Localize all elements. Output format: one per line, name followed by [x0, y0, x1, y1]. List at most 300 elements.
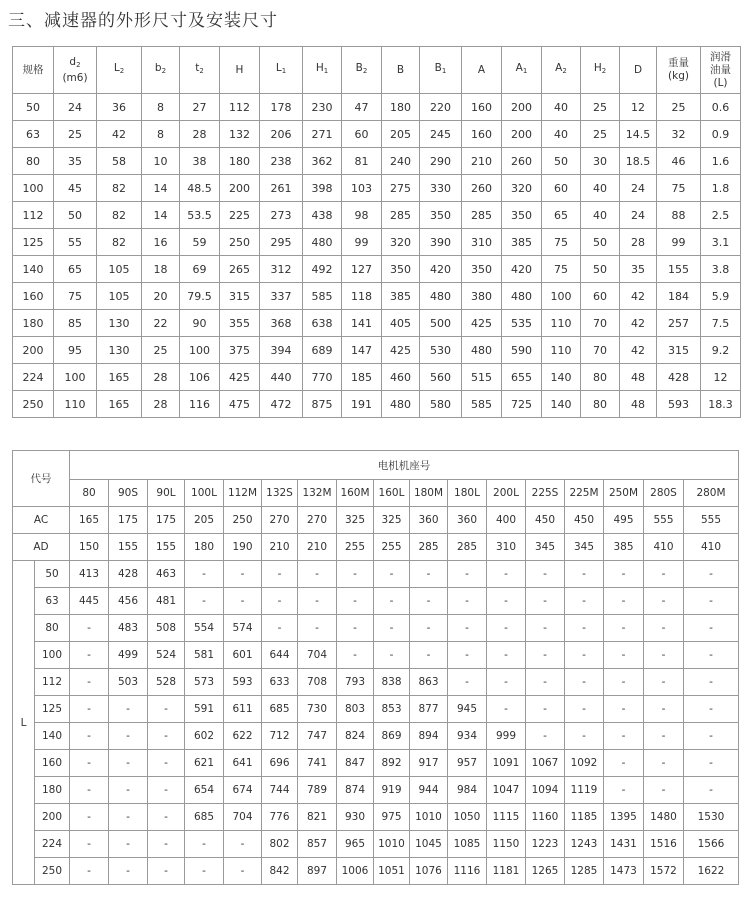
table-cell: 10: [142, 148, 180, 175]
motor-size: 160M: [337, 480, 374, 507]
table-cell: 654: [185, 777, 224, 804]
table-cell: 580: [420, 391, 462, 418]
table-cell: 1223: [526, 831, 565, 858]
table-cell: 103: [342, 175, 382, 202]
table-cell: 385: [382, 283, 420, 310]
motor-frame-table: [12, 450, 739, 885]
table-cell: 210: [262, 534, 298, 561]
table-cell: -: [644, 696, 684, 723]
table-cell: 12: [701, 364, 741, 391]
header-symbol: B: [434, 62, 442, 74]
table-cell: 46: [657, 148, 701, 175]
table-cell: -: [644, 561, 684, 588]
header-symbol: H: [593, 62, 602, 74]
table-cell: 1116: [448, 858, 487, 885]
header-main: [260, 62, 302, 78]
motor-frame-header: 电机机座号: [70, 451, 739, 480]
table-cell: 105: [97, 283, 142, 310]
header-row: [13, 47, 741, 94]
table-cell: 481: [148, 588, 185, 615]
table-cell: 425: [462, 310, 502, 337]
table-cell: 793: [337, 669, 374, 696]
table-cell: 30: [581, 148, 620, 175]
motor-size: 112M: [224, 480, 262, 507]
table-cell: 116: [180, 391, 220, 418]
table-cell: 80: [581, 364, 620, 391]
table-cell: -: [374, 642, 410, 669]
table-cell: 1181: [487, 858, 526, 885]
table-cell: 155: [109, 534, 148, 561]
table-row: [13, 310, 741, 337]
motor-size: 250M: [604, 480, 644, 507]
table-cell: 40: [542, 121, 581, 148]
header-note: 油量: [710, 63, 731, 76]
table-cell: 633: [262, 669, 298, 696]
table-cell: 42: [620, 283, 657, 310]
table-cell: 897: [298, 858, 337, 885]
table-cell: 18.3: [701, 391, 741, 418]
header-symbol: d: [69, 55, 77, 68]
table-cell: 59: [180, 229, 220, 256]
table-cell: 14: [142, 175, 180, 202]
table-cell: 919: [374, 777, 410, 804]
header-main: [542, 62, 580, 78]
table-cell: 1395: [604, 804, 644, 831]
l-row: [13, 723, 739, 750]
header-note: (L): [713, 76, 728, 89]
table-cell: 127: [342, 256, 382, 283]
header-main: [502, 62, 541, 78]
table-cell: 934: [448, 723, 487, 750]
motor-size: 180L: [448, 480, 487, 507]
table-cell: -: [374, 561, 410, 588]
table-cell: 7.5: [701, 310, 741, 337]
table-cell: 560: [420, 364, 462, 391]
table-cell: 160: [13, 283, 54, 310]
table-cell: 602: [185, 723, 224, 750]
table-cell: 315: [657, 337, 701, 364]
table-cell: 515: [462, 364, 502, 391]
table-cell: 945: [448, 696, 487, 723]
table-cell: -: [487, 561, 526, 588]
header-subscript: 2: [199, 67, 204, 75]
table-cell: 112: [13, 202, 54, 229]
table-cell: 483: [109, 615, 148, 642]
table-cell: -: [684, 669, 739, 696]
l-row: [13, 642, 739, 669]
table-cell: 320: [382, 229, 420, 256]
table-cell: 413: [70, 561, 109, 588]
table-cell: 165: [97, 364, 142, 391]
table-cell: 82: [97, 229, 142, 256]
table-cell: 315: [220, 283, 260, 310]
table-cell: 480: [502, 283, 542, 310]
table-cell: -: [565, 696, 604, 723]
table-cell: 350: [502, 202, 542, 229]
table-cell: -: [374, 588, 410, 615]
table-cell: 75: [657, 175, 701, 202]
table-cell: -: [70, 858, 109, 885]
table-cell: 180: [382, 94, 420, 121]
table-cell: 99: [657, 229, 701, 256]
table-cell: 35: [620, 256, 657, 283]
table-cell: 375: [220, 337, 260, 364]
reducer-size: 250: [35, 858, 70, 885]
table-cell: -: [565, 669, 604, 696]
column-header: [502, 47, 542, 94]
column-header: [220, 47, 260, 94]
reducer-size: 224: [35, 831, 70, 858]
table-cell: 206: [260, 121, 303, 148]
table-cell: 110: [542, 310, 581, 337]
table-cell: 400: [487, 507, 526, 534]
header-row: [13, 451, 739, 480]
table-cell: 585: [303, 283, 342, 310]
header-main: [220, 64, 259, 77]
table-row: [13, 94, 741, 121]
column-header: [382, 47, 420, 94]
table-cell: 1622: [684, 858, 739, 885]
column-header: [581, 47, 620, 94]
table-cell: 273: [260, 202, 303, 229]
table-cell: 48: [620, 364, 657, 391]
table-cell: 28: [142, 364, 180, 391]
table-cell: 160: [462, 121, 502, 148]
table-cell: 200: [13, 337, 54, 364]
table-cell: -: [148, 723, 185, 750]
table-cell: -: [410, 615, 448, 642]
header-main: [657, 57, 700, 70]
table-cell: -: [684, 696, 739, 723]
table-cell: 591: [185, 696, 224, 723]
l-row: [13, 750, 739, 777]
table-cell: 420: [502, 256, 542, 283]
table-cell: 1572: [644, 858, 684, 885]
table-cell: 3.8: [701, 256, 741, 283]
table-cell: 1076: [410, 858, 448, 885]
table-cell: 593: [224, 669, 262, 696]
table-cell: 747: [298, 723, 337, 750]
table-cell: 1530: [684, 804, 739, 831]
table-cell: 593: [657, 391, 701, 418]
table-cell: 803: [337, 696, 374, 723]
table-cell: 35: [54, 148, 97, 175]
table-cell: -: [644, 615, 684, 642]
table-cell: 47: [342, 94, 382, 121]
table-cell: 528: [148, 669, 185, 696]
table-cell: 410: [684, 534, 739, 561]
table-cell: 0.9: [701, 121, 741, 148]
table-cell: 257: [657, 310, 701, 337]
table-cell: 65: [542, 202, 581, 229]
table-cell: 638: [303, 310, 342, 337]
table-cell: -: [565, 723, 604, 750]
column-header: [303, 47, 342, 94]
table-cell: 499: [109, 642, 148, 669]
table-cell: 180: [13, 310, 54, 337]
table-cell: -: [448, 669, 487, 696]
table-cell: 240: [382, 148, 420, 175]
table-cell: 574: [224, 615, 262, 642]
table-cell: 1010: [374, 831, 410, 858]
table-cell: -: [337, 642, 374, 669]
table-cell: -: [565, 561, 604, 588]
table-cell: 25: [581, 121, 620, 148]
table-cell: 50: [54, 202, 97, 229]
table-cell: 394: [260, 337, 303, 364]
l-row: [13, 858, 739, 885]
header-main: [97, 62, 141, 78]
motor-size: 280S: [644, 480, 684, 507]
table-cell: 1006: [337, 858, 374, 885]
table-cell: 944: [410, 777, 448, 804]
reducer-size: 180: [35, 777, 70, 804]
header-main: [701, 51, 740, 64]
column-header: [260, 47, 303, 94]
table-cell: 141: [342, 310, 382, 337]
header-main: [382, 64, 419, 77]
table-cell: 42: [620, 337, 657, 364]
table-cell: 70: [581, 310, 620, 337]
table-cell: -: [448, 642, 487, 669]
table-cell: -: [70, 696, 109, 723]
table-cell: 14.5: [620, 121, 657, 148]
table-cell: -: [185, 831, 224, 858]
table-cell: -: [224, 561, 262, 588]
table-cell: 1.6: [701, 148, 741, 175]
table-cell: -: [148, 696, 185, 723]
table-cell: 178: [260, 94, 303, 121]
table-cell: 0.6: [701, 94, 741, 121]
table-cell: 200: [502, 94, 542, 121]
table-cell: 75: [542, 229, 581, 256]
table-cell: -: [70, 669, 109, 696]
table-cell: -: [224, 588, 262, 615]
table-cell: 847: [337, 750, 374, 777]
table-cell: -: [565, 615, 604, 642]
table-cell: -: [684, 588, 739, 615]
table-cell: 27: [180, 94, 220, 121]
header-symbol: H: [235, 63, 244, 76]
table-cell: 260: [462, 175, 502, 202]
table-cell: 875: [303, 391, 342, 418]
motor-size: 90S: [109, 480, 148, 507]
table-cell: 1160: [526, 804, 565, 831]
table-cell: 310: [462, 229, 502, 256]
header-symbol: 润滑: [710, 50, 731, 63]
table-cell: 917: [410, 750, 448, 777]
table-cell: 330: [420, 175, 462, 202]
table-cell: 325: [374, 507, 410, 534]
table-cell: 5.9: [701, 283, 741, 310]
table-cell: 140: [542, 364, 581, 391]
table-cell: 689: [303, 337, 342, 364]
table-cell: 42: [620, 310, 657, 337]
table-cell: -: [684, 615, 739, 642]
table-cell: -: [224, 831, 262, 858]
table-cell: 88: [657, 202, 701, 229]
table-cell: 275: [382, 175, 420, 202]
table-cell: 581: [185, 642, 224, 669]
table-cell: 350: [420, 202, 462, 229]
table-cell: -: [109, 831, 148, 858]
table-cell: -: [526, 615, 565, 642]
table-cell: -: [185, 858, 224, 885]
table-cell: 50: [13, 94, 54, 121]
table-cell: 360: [410, 507, 448, 534]
table-cell: 165: [70, 507, 109, 534]
table-cell: 63: [13, 121, 54, 148]
table-cell: -: [148, 777, 185, 804]
table-cell: 984: [448, 777, 487, 804]
table-cell: 210: [298, 534, 337, 561]
table-cell: 445: [70, 588, 109, 615]
header-subscript: 2: [601, 67, 607, 75]
l-row: [13, 561, 739, 588]
table-cell: -: [410, 561, 448, 588]
motor-size: 100L: [185, 480, 224, 507]
table-cell: 463: [148, 561, 185, 588]
table-cell: 704: [224, 804, 262, 831]
table-cell: 184: [657, 283, 701, 310]
table-cell: 345: [526, 534, 565, 561]
table-cell: 80: [581, 391, 620, 418]
table-cell: 712: [262, 723, 298, 750]
table-cell: -: [644, 750, 684, 777]
table-cell: 28: [142, 391, 180, 418]
table-cell: 260: [502, 148, 542, 175]
table-cell: 644: [262, 642, 298, 669]
table-cell: -: [109, 750, 148, 777]
table-cell: -: [70, 831, 109, 858]
table-cell: 60: [581, 283, 620, 310]
table-cell: 53.5: [180, 202, 220, 229]
l-row: [13, 696, 739, 723]
header-symbol: A: [477, 63, 486, 76]
header-main: [462, 64, 501, 77]
table-cell: 105: [97, 256, 142, 283]
code-label: 代号: [13, 451, 70, 507]
table-cell: 802: [262, 831, 298, 858]
header-symbol: H: [315, 62, 324, 74]
table-cell: 1010: [410, 804, 448, 831]
table-cell: 385: [502, 229, 542, 256]
table-cell: 842: [262, 858, 298, 885]
table-cell: 22: [142, 310, 180, 337]
table-cell: -: [337, 588, 374, 615]
table-cell: -: [644, 642, 684, 669]
table-cell: 1050: [448, 804, 487, 831]
table-cell: 1091: [487, 750, 526, 777]
table-cell: 1265: [526, 858, 565, 885]
table-cell: 590: [502, 337, 542, 364]
table-cell: 892: [374, 750, 410, 777]
table-cell: 1085: [448, 831, 487, 858]
table-cell: -: [109, 858, 148, 885]
table-cell: 225: [220, 202, 260, 229]
table-cell: 70: [581, 337, 620, 364]
table-cell: -: [374, 615, 410, 642]
table-cell: 285: [410, 534, 448, 561]
header-subscript: 1: [281, 67, 287, 75]
table-cell: 1094: [526, 777, 565, 804]
table-cell: 24: [54, 94, 97, 121]
table-cell: 1067: [526, 750, 565, 777]
table-cell: -: [644, 777, 684, 804]
motor-size: 280M: [684, 480, 739, 507]
motor-sizes-row: [13, 480, 739, 507]
table-cell: 503: [109, 669, 148, 696]
table-cell: -: [298, 561, 337, 588]
table-cell: 573: [185, 669, 224, 696]
table-cell: 48: [620, 391, 657, 418]
table-cell: 112: [220, 94, 260, 121]
table-cell: -: [185, 561, 224, 588]
table-cell: 191: [342, 391, 382, 418]
table-cell: -: [526, 669, 565, 696]
table-cell: -: [70, 804, 109, 831]
table-cell: -: [148, 858, 185, 885]
table-cell: 495: [604, 507, 644, 534]
reducer-size: 140: [35, 723, 70, 750]
table-cell: 438: [303, 202, 342, 229]
table-cell: -: [604, 588, 644, 615]
table-cell: 385: [604, 534, 644, 561]
header-symbol: b: [154, 62, 162, 74]
table-cell: 42: [97, 121, 142, 148]
reducer-size: 50: [35, 561, 70, 588]
table-cell: 155: [148, 534, 185, 561]
table-cell: 90: [180, 310, 220, 337]
table-cell: 100: [180, 337, 220, 364]
table-cell: -: [185, 588, 224, 615]
reducer-size: 160: [35, 750, 70, 777]
header-subscript: 1: [323, 67, 329, 75]
table-row: [13, 229, 741, 256]
header-subscript: 2: [562, 67, 567, 75]
header-subscript: 1: [522, 67, 528, 75]
table-cell: 555: [684, 507, 739, 534]
table-cell: 175: [148, 507, 185, 534]
table-cell: 18.5: [620, 148, 657, 175]
table-cell: -: [487, 588, 526, 615]
table-cell: 999: [487, 723, 526, 750]
table-cell: 930: [337, 804, 374, 831]
table-cell: 1092: [565, 750, 604, 777]
ac-row-label: AC: [13, 507, 70, 534]
table-cell: 320: [502, 175, 542, 202]
table-cell: -: [604, 561, 644, 588]
table-cell: 18: [142, 256, 180, 283]
table-cell: 58: [97, 148, 142, 175]
table-cell: 82: [97, 202, 142, 229]
table-cell: -: [487, 696, 526, 723]
table-cell: -: [684, 561, 739, 588]
motor-size: 200L: [487, 480, 526, 507]
table-cell: 1480: [644, 804, 684, 831]
table-cell: 535: [502, 310, 542, 337]
table-cell: 205: [382, 121, 420, 148]
table-cell: 8: [142, 94, 180, 121]
header-subscript: 2: [161, 67, 167, 75]
table-cell: 16: [142, 229, 180, 256]
table-cell: 350: [462, 256, 502, 283]
table-cell: 601: [224, 642, 262, 669]
table-cell: -: [487, 669, 526, 696]
table-cell: 621: [185, 750, 224, 777]
header-main: [13, 64, 53, 77]
table-cell: 9.2: [701, 337, 741, 364]
